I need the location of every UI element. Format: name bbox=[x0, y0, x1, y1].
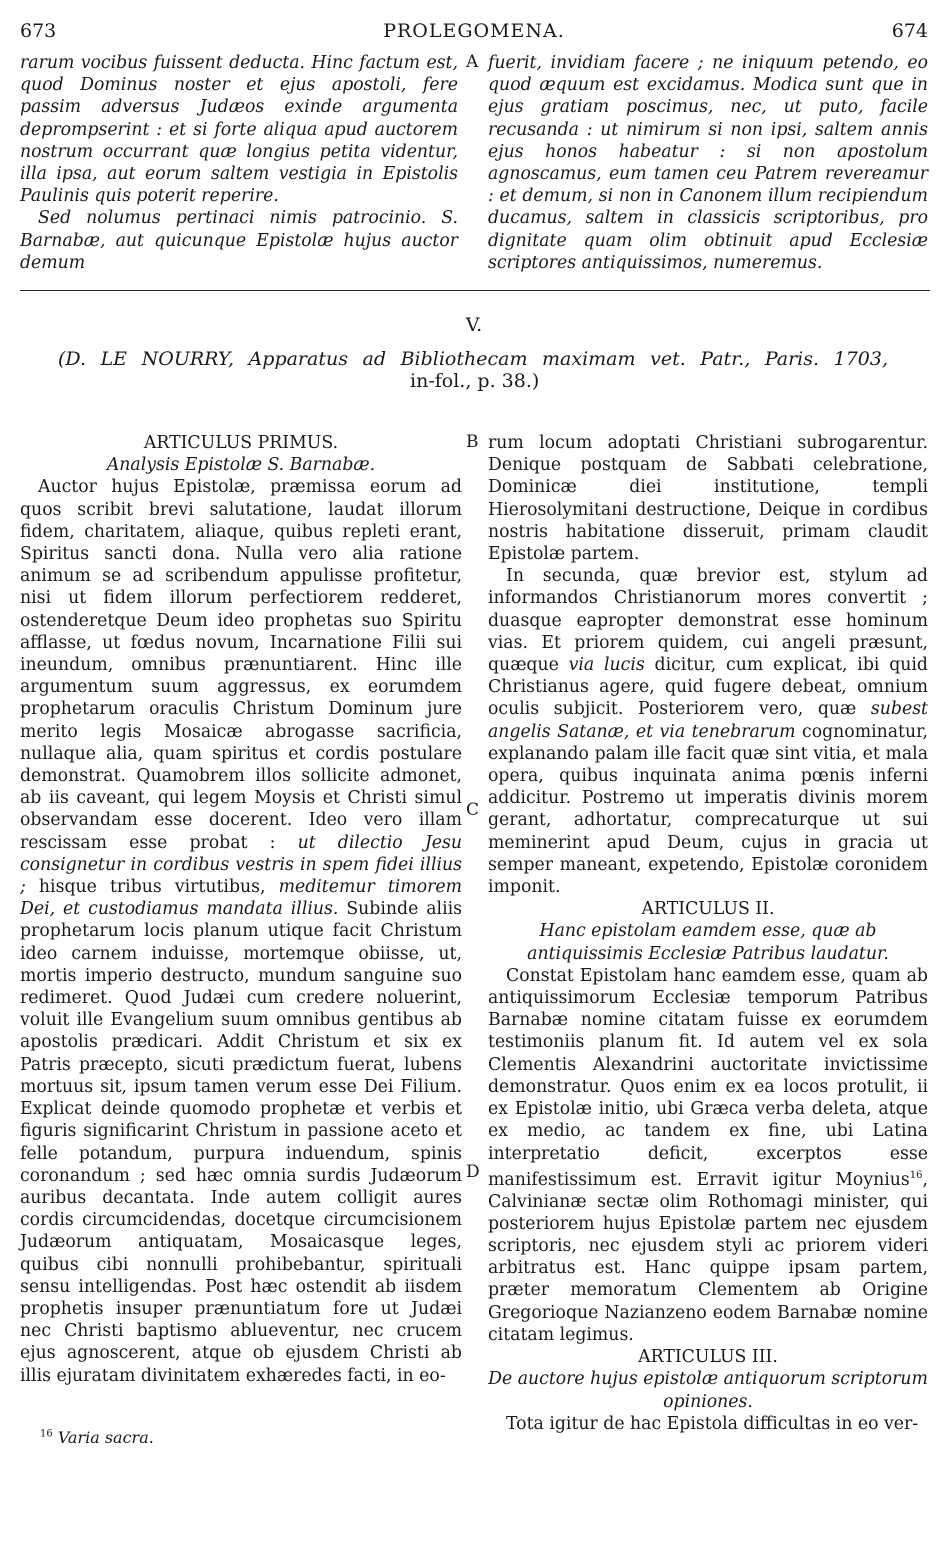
margin-mark-d: D bbox=[466, 1162, 480, 1182]
article-3-heading: ARTICULUS III. bbox=[638, 1347, 778, 1368]
running-title: PROLEGOMENA. bbox=[383, 20, 565, 42]
left-main-column bbox=[20, 432, 462, 1387]
footnote-number: 16 bbox=[40, 1428, 53, 1440]
margin-mark-b: B bbox=[466, 432, 479, 452]
article-1-second-part: In secunda, quæ brevior est, stylum ad informandos Christianorum mores convertit ; duasque eapropter demonstrat esse hominum vias. Et priorem quidem, cui angeli præsunt, quæque via lucis dicitur, cum explicat, ibi quid Christianus agere, quid fugere debeat, omnium oculis subjicit. Posteriorem vero, quæ subest angelis Satanæ, et via tenebrarum cognominatur, explanando palam ille facit quæ sint vitia, et mala opera, quibus inquinata anima pœnis inferni addicitur. Postremo ut imperatis divinis morem gerant, adhortatur, comprecaturque ut sui meminerint apud Deum, cujus in gracia ut semper maneant, expetendo, Epistolæ coronidem imponit. bbox=[488, 566, 929, 898]
article-1-subheading: Analysis Epistolæ S. Barnabæ. bbox=[106, 455, 376, 476]
right-main-column bbox=[488, 432, 928, 1435]
source-citation bbox=[58, 348, 888, 392]
section-divider bbox=[20, 290, 930, 291]
article-3-paragraph: Tota igitur de hac Epistola difficultas in eo ver- bbox=[506, 1413, 919, 1434]
footnote bbox=[40, 1428, 154, 1447]
article-1-continuation: rum locum adoptati Christiani subrogarentur. Denique postquam de Sabbati celebratione, Dominicæ diei institutione, templi Hierosolymitani destructione, Deique in cordibus nostris habitatione disseruit, primam claudit Epistolæ partem. bbox=[488, 433, 928, 565]
running-header bbox=[0, 20, 948, 46]
top-left-paragraph-1: rarum vocibus fuissent deducta. Hinc factum est, quod Dominus noster et ejus apostoli, fere passim adversus Judæos exinde argumenta deprompserint : et si forte aliqua apud auctorem nostrum occurrant quæ longius petita videntur, illa ipsa, aut eorum saltem vestigia in Epistolis Paulinis quis poterit reperire. bbox=[20, 53, 458, 207]
article-1-heading: ARTICULUS PRIMUS. bbox=[143, 433, 339, 453]
footnote-text: Varia sacra. bbox=[57, 1428, 154, 1447]
page-number-left: 673 bbox=[20, 20, 57, 42]
article-2-subheading: Hanc epistolam eamdem esse, quæ ab antiquissimis Ecclesiæ Patribus laudatur. bbox=[527, 921, 889, 964]
margin-mark-a: A bbox=[466, 52, 479, 72]
section-number: V. bbox=[465, 314, 483, 336]
top-right-paragraph-1: fuerit, invidiam facere ; ne iniquum petendo, eo quod æquum est excidamus. Modica sunt que in ejus gratiam poscimus, nec, ut puto, facile recusanda : ut nimirum si non ipsi, saltem annis ejus honos habeatur : si non apostolum agnoscamus, eum tamen ceu Patrem revereamur : et demum, si non in Canonem illum recipiendum ducamus, saltem in classicis scriptoribus, pro dignitate quam olim obtinuit apud Ecclesiæ scriptores antiquissimos, numeremus. bbox=[488, 53, 928, 273]
article-1-paragraph: Auctor hujus Epistolæ, præmissa eorum ad quos scribit brevi salutatione, laudat illorum fidem, charitatem, aliaque, quibus repleti erant, Spiritus sancti dona. Nulla vero alia ratione animum se ad scribendum appulisse profitetur, nisi ut fidem illorum perfectiorem redderet, ostenderetque Deum ideo prophetas suo Spiritu afflasse, ut fœdus novum, Incarnatione Filii sui ineundum, omnibus prænuntiarent. Hinc ille argumentum suum aggressus, ex eorumdem prophetarum oraculis Christum Dominum jure merito legis Mosaicæ abrogasse sacrificia, nullaque alia, quam spiritus et cordis postulare demonstrat. Quamobrem illos sollicite admonet, ab iis caveant, qui legem Moysis et Christi simul observandam esse docerent. Ideo vero illam rescissam esse probat : ut dilectio Jesu consignetur in cordibus vestris in spem fidei illius ; hisque tribus virtutibus, meditemur timorem Dei, et custodiamus mandata illius. Subinde aliis prophetarum locis planum utique facit Christum ideo carnem induisse, mortemque obiisse, ut, mortis imperio destructo, mundum sanguine suo redimeret. Quod Judæi cum credere noluerint, voluit ille Evangelium suum omnibus gentibus ab apostolis prædicari. Addit Christum et six ex Patris præcepto, sicuti prædictum fuerat, lubens mortuus sit, ipsum tamen verum esse Dei Filium. Explicat deinde quomodo prophetæ et verbis et figuris significarint Christum in passione aceto et felle potandum, purpura induendum, spinis coronandum ; sed hæc omnia surdis Judæorum auribus decantata. Inde autem colligit aures cordis circumcidendas, docetque circumcisionem Judæorum antiquatam, Mosaicasque leges, quibus cibi nonnulli prohibebantur, spirituali sensu intelligendas. Post hæc ostendit ab iisdem prophetis insuper prænuntiatum fore ut Judæi nec Christi baptismo ablueventur, nec crucem ejus agnoscerent, atque ob ejusdem Christi ab illis ejuratam divinitatem exhæredes facti, in eo- bbox=[20, 477, 462, 1386]
footnote-ref: 16 bbox=[909, 1169, 923, 1181]
article-3-subheading: De auctore hujus epistolæ antiquorum scriptorum opiniones. bbox=[488, 1369, 928, 1412]
top-left-column bbox=[20, 52, 458, 274]
article-2-heading: ARTICULUS II. bbox=[641, 899, 775, 920]
article-2-paragraph: Constat Epistolam hanc eamdem esse, quam ab antiquissimorum Ecclesiæ temporum Patribus Barnabæ nomine citatam fuisse ex eorumdem testimoniis planum fit. Id autem vel ex sola Clementis Alexandrini auctoritate invictissime demonstratur. Quos enim ex ea locos protulit, ii ex Epistolæ initio, ubi Græca verba deleta, atque ex medio, ac tandem ex fine, ubi Latina interpretatio deficit, excerptos esse manifestissimum est. Erravit igitur Moynius$^{16}$, Calvinianæ sectæ olim Rothomagi minister, qui posteriorem hujus Epistolæ partem nec ejusdem scriptoris, nec ejusdem styli ac priorem videri arbitratus est. Hanc quippe ipsam partem, præter memoratum Clementem ab Origine Gregorioque Nazianzeno eodem Barnabæ nomine citatam legimus. bbox=[488, 965, 928, 1345]
source-line-1: (D. LE NOURRY, Apparatus ad Bibliothecam maximam vet. Patr., Paris. 1703, bbox=[58, 348, 888, 370]
source-line-2: in-fol., p. 38.) bbox=[410, 370, 540, 392]
top-left-paragraph-2: Sed nolumus pertinaci nimis patrocinio. S. Barnabæ, aut quicunque Epistolæ hujus auctor demum bbox=[20, 208, 458, 273]
top-right-column bbox=[488, 52, 928, 274]
margin-mark-c: C bbox=[466, 800, 480, 820]
page-number-right: 674 bbox=[891, 20, 928, 42]
